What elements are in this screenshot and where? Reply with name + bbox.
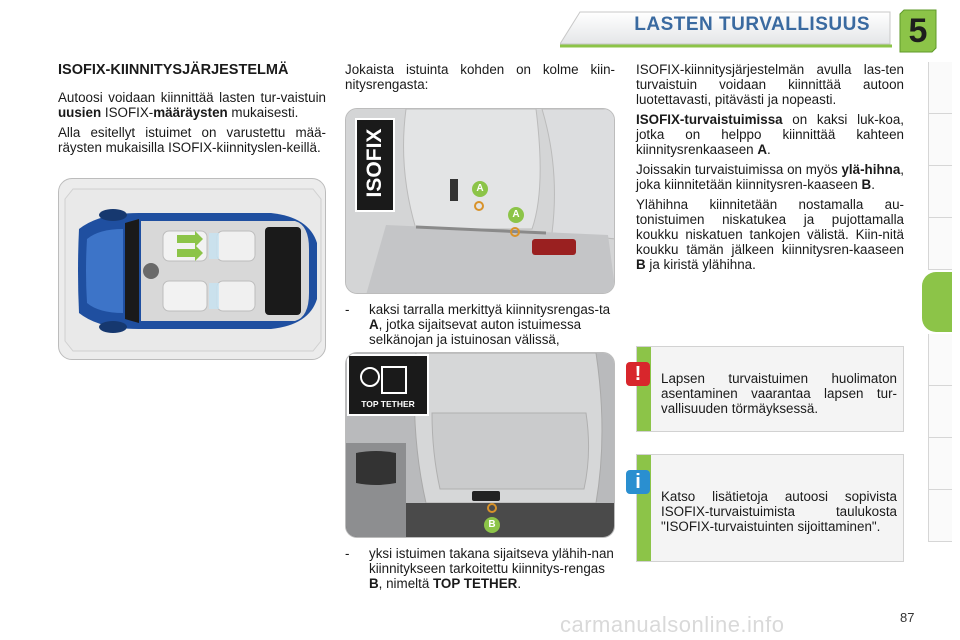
- warning-stripe: [637, 347, 651, 431]
- anchor-a-marker-2: A: [508, 207, 524, 223]
- top-tether-logo-label: TOP TETHER: [361, 399, 415, 409]
- isofix-anchor-photo: [345, 108, 615, 294]
- bullet-anchor-b: - yksi istuimen takana sijaitseva ylähih-nan kiinnitykseen tarkoitettu kiinnitys-rengas B, nimeltä TOP TETHER.: [345, 546, 614, 591]
- intro-paragraph: Autoosi voidaan kiinnittää lasten tur-vaistuin uusien ISOFIX-määräysten mukaisesti.: [58, 90, 326, 120]
- isofix-logo-label: ISOFIX: [363, 128, 386, 198]
- top-tether-photo: [345, 352, 615, 538]
- warning-icon: !: [626, 362, 650, 386]
- strap-instructions-paragraph: Ylähihna kiinnitetään nostamalla au-tonistuimen niskatukea ja pujottamalla koukku niskatuen tankojen välistä. Kiin-nitä koukku tämän jälkeen kiinnitysren-kaaseen B ja kiristä ylähihna.: [636, 197, 904, 272]
- chapter-tab-4[interactable]: [928, 218, 952, 270]
- anchor-ring-1-icon: [474, 201, 484, 211]
- warning-text: Lapsen turvaistuimen huolimaton asentaminen vaarantaa lapsen tur-vallisuuden törmäyksessä.: [661, 371, 897, 416]
- chapter-number: 5: [908, 12, 928, 50]
- chapter-tab-7[interactable]: [928, 386, 952, 438]
- page-number: 87: [900, 610, 915, 625]
- seats-paragraph: Alla esitellyt istuimet on varustettu mää-räysten mukaisilla ISOFIX-kiinnityslen-keillä.: [58, 125, 326, 155]
- isofix-benefit-paragraph: ISOFIX-kiinnitysjärjestelmän avulla las-ten turvaistuin voidaan kiinnittää autoon luotettavasti, pitävästi ja nopeasti.: [636, 62, 904, 107]
- chapter-title: LASTEN TURVALLISUUS: [634, 14, 870, 35]
- watermark-text: carmanualsonline.info: [560, 612, 785, 637]
- top-strap-paragraph: Joissakin turvaistuimissa on myös ylä-hihna, joka kiinnitetään kiinnitysren-kaaseen B.: [636, 162, 904, 192]
- chapter-tab-2[interactable]: [928, 114, 952, 166]
- isofix-locks-paragraph: ISOFIX-turvaistuimissa on kaksi luk-koa, jotka on helppo kiinnittää kahteen kiinnitysrenkaaseen A.: [636, 112, 904, 157]
- chapter-tab-9[interactable]: [928, 490, 952, 542]
- warning-notice-box: [636, 346, 904, 432]
- chapter-tab-3[interactable]: [928, 166, 952, 218]
- info-icon: i: [626, 470, 650, 494]
- section-heading: ISOFIX-KIINNITYSJÄRJESTELMÄ: [58, 62, 289, 78]
- anchor-a-marker-1: A: [472, 181, 488, 197]
- car-top-view-illustration: [58, 178, 326, 360]
- anchor-b-ring-icon: [487, 503, 497, 513]
- chapter-tab-8[interactable]: [928, 438, 952, 490]
- right-column-text: [636, 62, 904, 277]
- chapter-tab-5-active[interactable]: [922, 272, 952, 332]
- bullet-anchor-a: - kaksi tarralla merkittyä kiinnitysrengas-ta A, jotka sijaitsevat auton istuimessa selkänojan ja istuinosan välissä,: [345, 302, 611, 347]
- anchor-ring-2-icon: [510, 227, 520, 237]
- info-text: Katso lisätietoja autoosi sopivista ISOFIX-turvaistuimista taulukosta "ISOFIX-turvaistuinten sijoittaminen".: [661, 489, 897, 534]
- chapter-tab-strip: [928, 62, 952, 578]
- left-column-text: [58, 90, 326, 160]
- info-notice-box: [636, 454, 904, 562]
- chapter-tab-1[interactable]: [928, 62, 952, 114]
- anchor-b-marker: B: [484, 517, 500, 533]
- chapter-tab-6[interactable]: [928, 334, 952, 386]
- anchor-intro: Jokaista istuinta kohden on kolme kiin-nitysrengasta:: [345, 62, 615, 92]
